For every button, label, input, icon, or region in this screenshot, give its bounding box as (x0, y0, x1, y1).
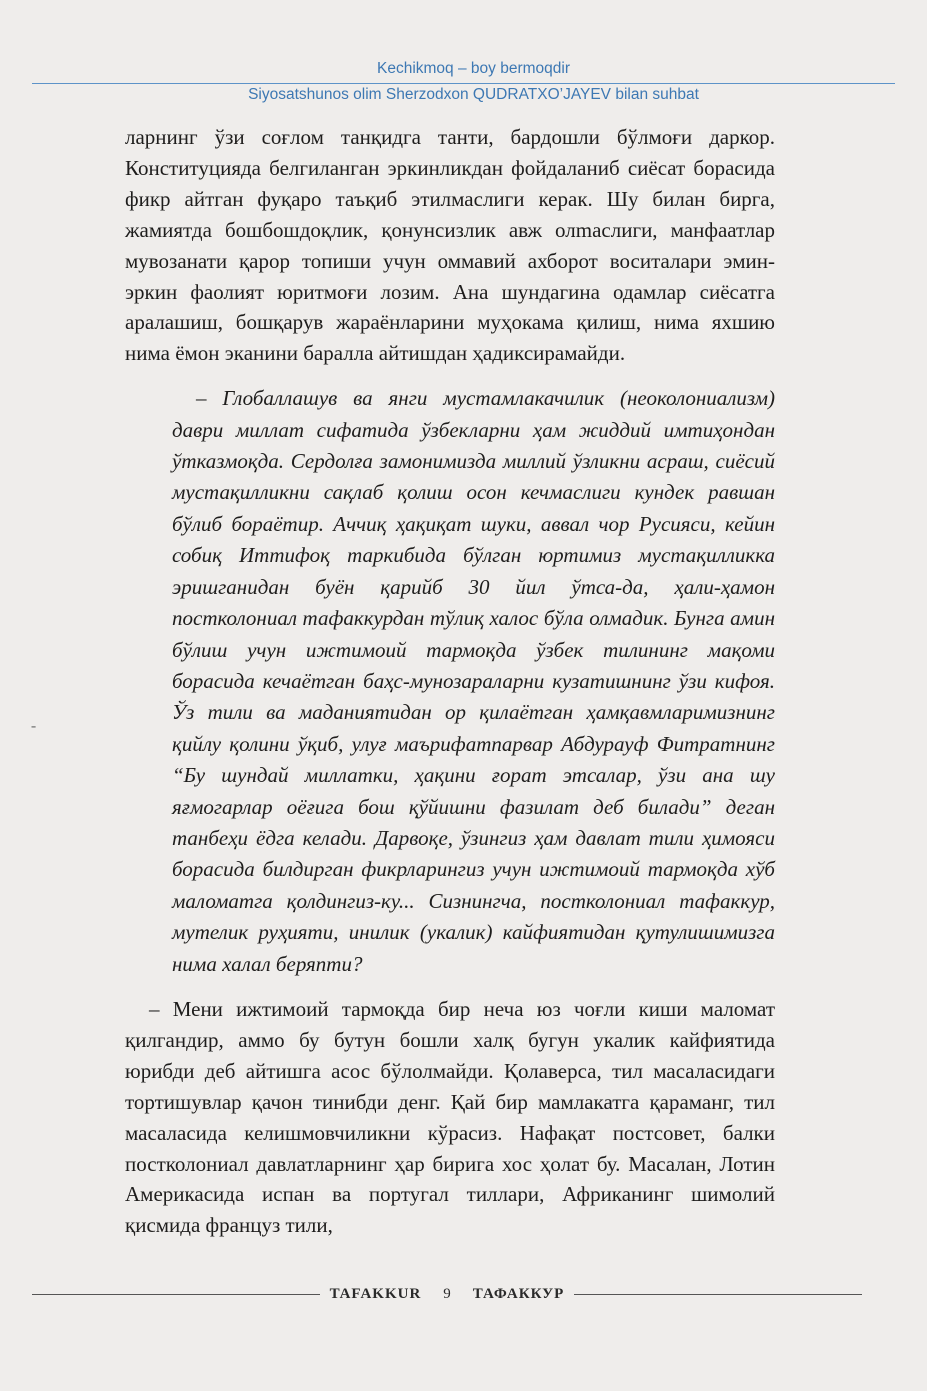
running-header (0, 58, 927, 106)
header-title: Kechikmoq – boy bermoqdir (377, 60, 570, 77)
header-subtitle: Siyosatshunos olim Sherzodxon QUDRATXO’JAYEV bilan suhbat (248, 86, 699, 103)
page-number: 9 (443, 1285, 451, 1302)
scan-mark-icon: ⁃ (30, 721, 37, 736)
article-body (125, 122, 775, 1241)
body-paragraph-continued: ларнинг ўзи соғлом танқидга танти, бардошли бўлмоғи даркор. Конституцияда белгиланган эркинликдан фойдаланиб сиёсат борасида фикр айтган фуқаро таъқиб этилмаслиги керак. Шу билан бирга, жамиятда бошбошдоқлик, қонунсизлик авж олmaслиги, манфаатлар мувозанати қарор топиши учун оммавий ахборот воситалари эмин-эркин фаолият юритмоғи лозим. Ана шундагина одамлар сиёсатга аралашиш, бошқарув жараёнларини муҳокама қилиш, нима яхшию нима ёмон эканини баралла айтишдан ҳадиксирамайди. (125, 125, 775, 366)
interview-answer: – Мени ижтимоий тармоқда бир неча юз чоғли киши маломат қилгандир, аммо бу бутун бошли халқ бугун укалик кайфиятида юрибди деб айтишга асос бўлолмайди. Қолаверса, тил масаласидаги тортишувлар қачон тинибди денг. Қай бир мамлакатга қараманг, тил масаласида келишмовчиликни кўрасиз. Нафақат постсовет, балки постколониал давлатларнинг ҳар бирига хос ҳолат бу. Масалан, Лотин Америкасида испан ва португал тиллари, Африканинг шимолий қисмида француз тили, (125, 996, 775, 1238)
footer-rule-left (32, 1294, 320, 1295)
footer-magazine-cyrillic: ТАФАККУР (472, 1285, 565, 1302)
footer-magazine-latin: TAFAKKUR (329, 1285, 422, 1302)
page-footer (32, 1282, 862, 1306)
interview-question: – Глобаллашув ва янги мустамлакачилик (неоколониализм) даври миллат сифатида ўзбекларни ҳам жиддий имтиҳондан ўтказмоқда. Сердолға замонимизда миллий ўзликни асраш, сиёсий мустақилликни сақлаб қолиш осон кечмаслиги кундек равшан бўлиб бораётир. Аччиқ ҳақиқат шуки, аввал чор Русияси, кейин собиқ Иттифоқ таркибида бўлган юртимиз мустақилликка эришганидан буён қарийб 30 йил ўтса-да, ҳали-ҳамон постколониал тафаккурдан тўлиқ халос бўла олмадик. Бунга амин бўлиш учун ижтимоий тармоқда ўзбек тилининг мақоми борасида кечаётган баҳс-мунозараларни кузатишнинг ўзи кифоя. Ўз тили ва маданиятидан ор қилаётган ҳамқавмларимизнинг қийлу қолини ўқиб, улуғ маърифатпарвар Абдурауф Фитратнинг “Бу шундай миллатки, ҳақини ғорат этсалар, ўзи ана шу яғмогарлар оёғига бош қўйишни фазилат деб билади” деган танбеҳи ёдга келади. Дарвоқе, ўзингиз ҳам давлат тили ҳимояси борасида билдирган фикрларингиз учун ижтимоий тармоқда хўб маломатга қолдингиз-ку... Сизнингча, постколониал тафаккур, мутелик руҳияти, инилик (укалик) кайфиятидан қутулишимизга нима халал беряпти? (172, 386, 775, 976)
footer-rule-right (574, 1294, 862, 1295)
